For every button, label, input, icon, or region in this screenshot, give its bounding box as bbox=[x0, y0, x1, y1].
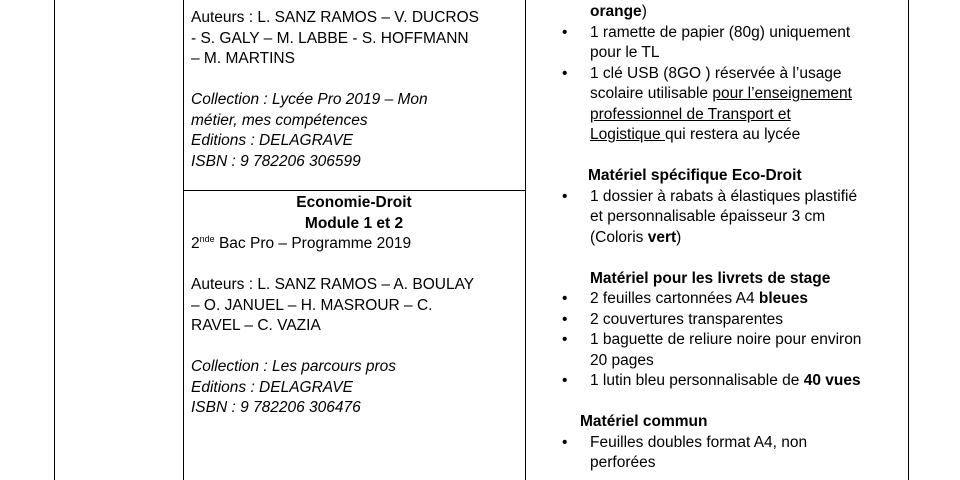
row-divider bbox=[183, 190, 526, 191]
book2-authors-line2: – O. JANUEL – H. MASROUR – C. bbox=[191, 296, 433, 314]
book2-editions: Editions : DELAGRAVE bbox=[191, 378, 353, 396]
book1-authors-line3: – M. MARTINS bbox=[191, 50, 295, 67]
list-item: • 1 lutin bleu personnalisable de 40 vues bbox=[562, 372, 861, 389]
book2-authors-line1: Auteurs : L. SANZ RAMOS – A. BOULAY bbox=[191, 276, 475, 293]
supplies-cell bbox=[562, 2, 862, 474]
supplies-list bbox=[562, 23, 861, 146]
eco-droit-list bbox=[562, 187, 861, 249]
book2-module: Module 1 et 2 bbox=[304, 214, 404, 232]
list-item: • 1 dossier à rabats à élastiques plastifié et personnalisable épaisseur 3 cm (Coloris vert) bbox=[562, 187, 858, 246]
book2-collection: Collection : Les parcours pros bbox=[191, 358, 397, 375]
list-item: • 2 feuilles cartonnées A4 bleues bbox=[562, 290, 808, 307]
book2-title: Economie-Droit bbox=[296, 194, 412, 211]
list-item: • 1 baguette de reliure noire pour environ 20 pages bbox=[562, 331, 862, 369]
list-item: • 1 clé USB (8GO ) réservée à l’usage scolaire utilisable pour l’enseignement professionnel de Transport et Logistique qui restera au lycée bbox=[562, 64, 852, 143]
book1-collection-line1: Collection : Lycée Pro 2019 – Mon bbox=[191, 91, 428, 108]
table-border-inner bbox=[183, 0, 184, 480]
common-heading: Matériel commun bbox=[580, 413, 708, 430]
stage-heading: Matériel pour les livrets de stage bbox=[590, 269, 831, 287]
list-item: • 2 couvertures transparentes bbox=[562, 310, 783, 328]
book2-cell bbox=[191, 193, 525, 419]
book1-authors-line2: - S. GALY – M. LABBE - S. HOFFMANN bbox=[191, 29, 469, 47]
book1-collection-line2: métier, mes compétences bbox=[191, 111, 368, 129]
common-list bbox=[562, 433, 861, 474]
book1-editions: Editions : DELAGRAVE bbox=[191, 132, 353, 149]
top-fragment: orange) bbox=[590, 3, 647, 20]
book2-authors-line3: RAVEL – C. VAZIA bbox=[191, 317, 321, 334]
list-item: • Feuilles doubles format A4, non perforées bbox=[562, 433, 808, 471]
table-border-left bbox=[54, 0, 55, 480]
table-border-middle bbox=[525, 0, 526, 480]
list-item: • 1 ramette de papier (80g) uniquement pour le TL bbox=[562, 23, 851, 61]
table-border-right bbox=[908, 0, 909, 480]
book1-authors-line1: Auteurs : L. SANZ RAMOS – V. DUCROS bbox=[191, 9, 479, 26]
book2-isbn: ISBN : 9 782206 306476 bbox=[191, 399, 361, 416]
stage-list bbox=[562, 289, 862, 392]
book1-cell bbox=[191, 8, 479, 172]
book1-isbn: ISBN : 9 782206 306599 bbox=[191, 152, 361, 170]
book2-level: 2nde Bac Pro – Programme 2019 bbox=[191, 234, 412, 252]
eco-droit-heading: Matériel spécifique Eco-Droit bbox=[588, 167, 802, 184]
